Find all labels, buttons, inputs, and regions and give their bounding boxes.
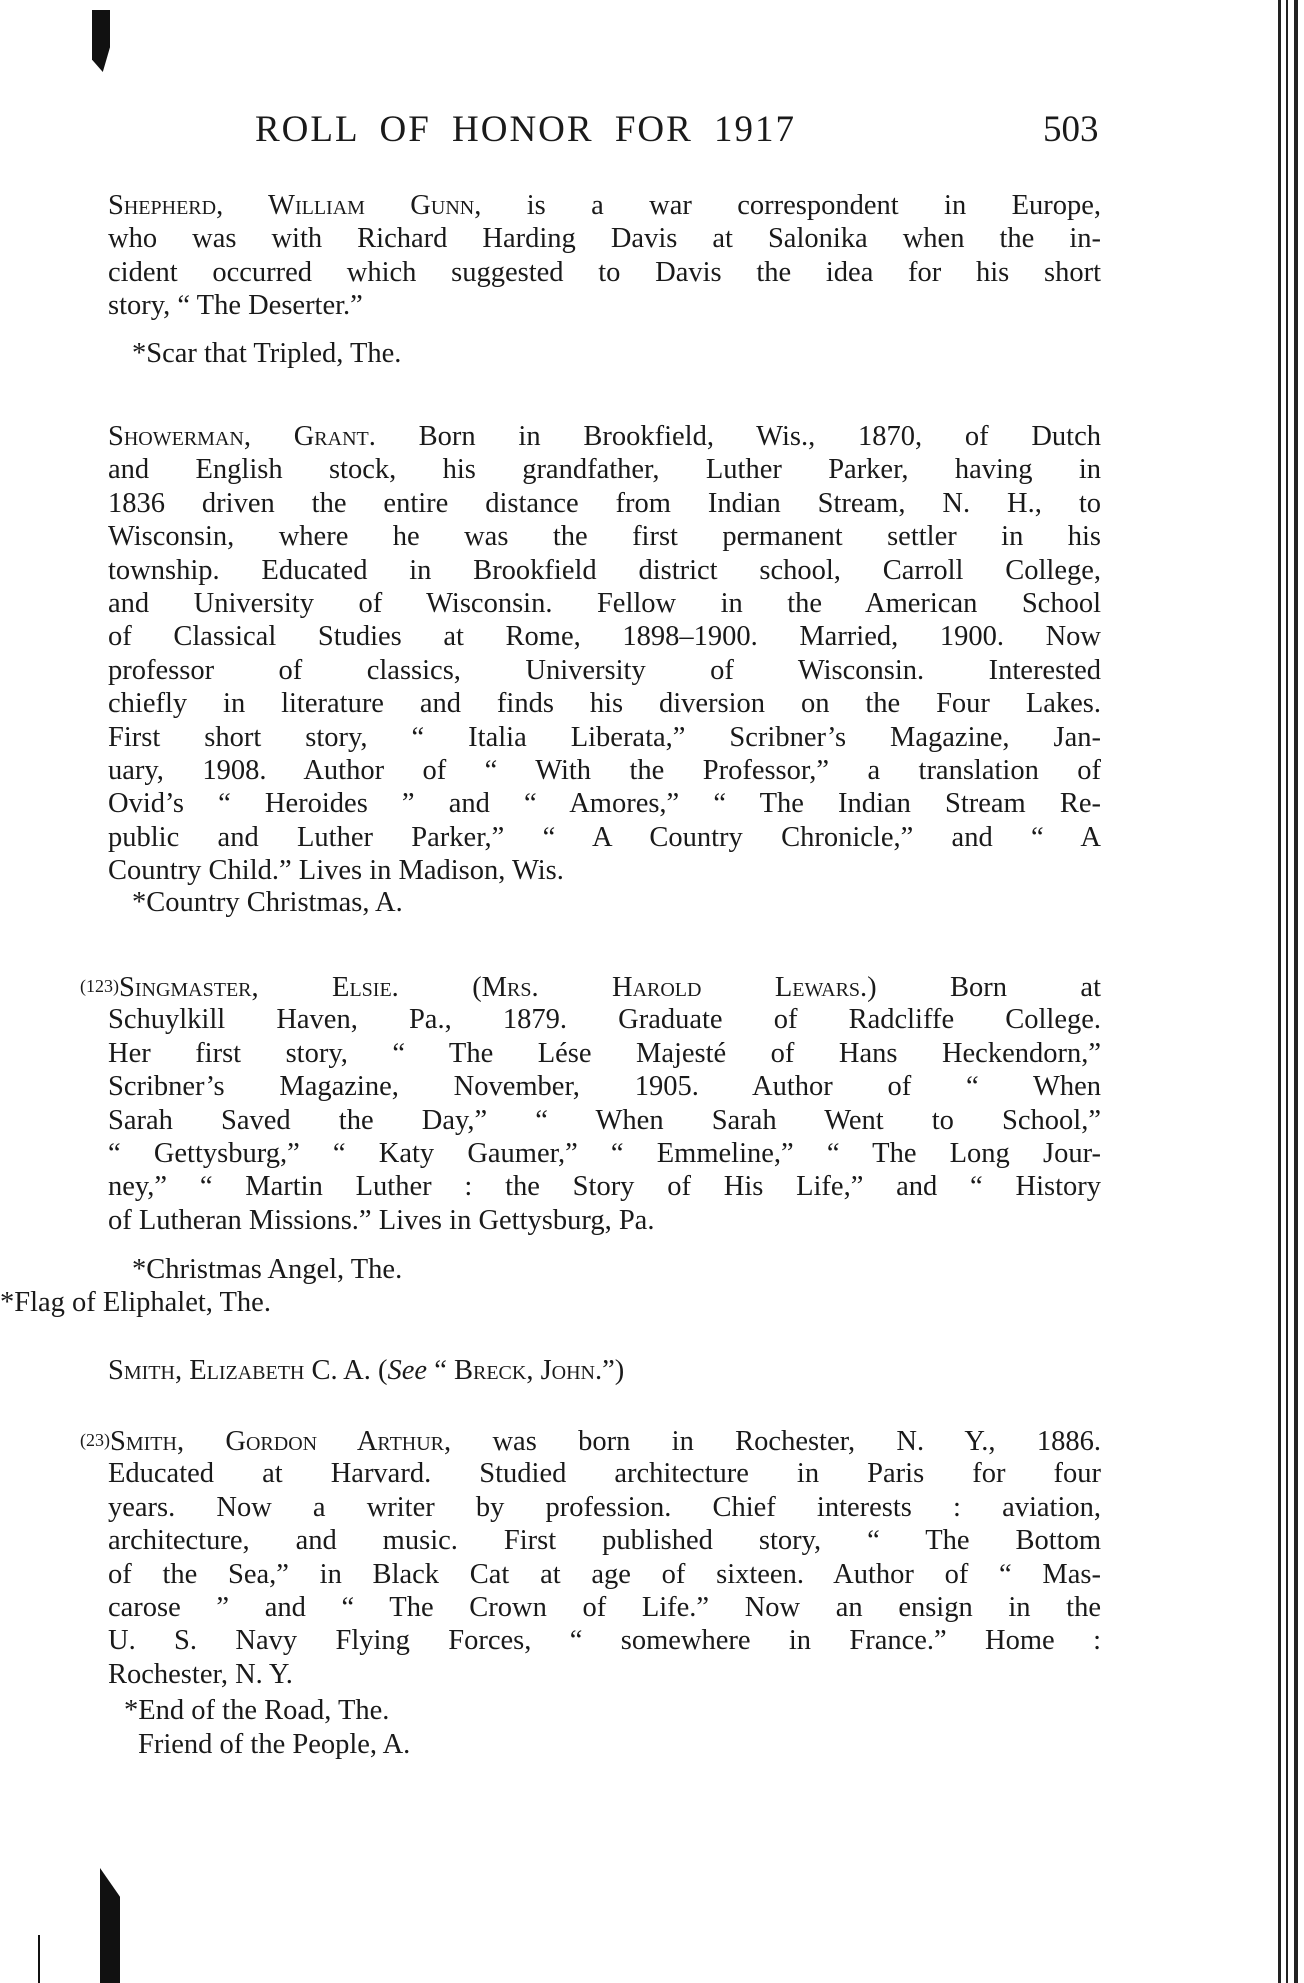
text-segment: of Classical Studies at Rome, 1898–1900. Married, 1900. Now — [108, 621, 1101, 653]
text-segment: township. Educated in Brookfield district school, Carroll College, — [108, 554, 1101, 586]
text-segment: public and Luther Parker,” “ A Country Chronicle,” and “ A — [108, 821, 1101, 853]
page-edge — [1286, 0, 1288, 1983]
text-segment: “ — [427, 1355, 454, 1386]
text-segment: ”) — [602, 1355, 625, 1386]
text-line — [108, 754, 1101, 787]
text-segment: Born at — [876, 972, 1101, 1003]
text-segment: years. Now a writer by profession. Chief interests : aviation, — [108, 1491, 1101, 1523]
scan-mark-top — [92, 10, 110, 72]
text-segment: “ Gettysburg,” “ Katy Gaumer,” “ Emmeline,” “ The Long Jour- — [108, 1137, 1101, 1169]
page-edge — [1278, 0, 1281, 1983]
text-line — [108, 1591, 1101, 1624]
text-line — [108, 1457, 1101, 1490]
text-segment: Born in Brookfield, Wis., 1870, of Dutch — [375, 421, 1101, 452]
biography-entry — [108, 1354, 1101, 1387]
text-line — [108, 1003, 1101, 1036]
text-segment: cident occurred which suggested to Davis the idea for his short — [108, 256, 1101, 288]
page-number: 503 — [1043, 109, 1099, 150]
work-title: *Flag of Eliphalet, The. — [0, 1287, 271, 1318]
text-line — [108, 1354, 1101, 1387]
author-name: Smith, Elizabeth C. A. — [108, 1355, 371, 1386]
author-name: Showerman, Grant. — [108, 421, 376, 452]
text-line — [108, 654, 1101, 687]
text-line — [80, 970, 1101, 1003]
text-segment: was born in Rochester, N. Y., 1886. — [451, 1426, 1101, 1457]
work-title: *Scar that Tripled, The. — [132, 338, 402, 369]
text-segment: Ovid’s “ Heroides ” and “ Amores,” “ The Indian Stream Re- — [108, 788, 1101, 820]
biography-entry — [80, 1424, 1101, 1691]
text-line — [108, 420, 1101, 453]
text-segment: uary, 1908. Author of “ With the Professor,” a translation of — [108, 754, 1101, 786]
text-line — [108, 587, 1101, 620]
text-segment: 1836 driven the entire distance from Indian Stream, N. H., to — [108, 487, 1101, 519]
author-name: Shepherd, William Gunn, — [108, 190, 482, 221]
running-header: ROLL OF HONOR FOR 1917 — [255, 109, 797, 150]
text-segment: First short story, “ Italia Liberata,” Scribner’s Magazine, Jan- — [108, 721, 1101, 753]
text-segment: and English stock, his grandfather, Luther Parker, having in — [108, 454, 1101, 486]
text-segment: U. S. Navy Flying Forces, “ somewhere in France.” Home : — [108, 1625, 1101, 1657]
work-title: *End of the Road, The. — [124, 1695, 390, 1726]
work-title: Friend of the People, A. — [138, 1729, 411, 1760]
text-segment: Rochester, N. Y. — [108, 1658, 293, 1690]
text-line — [108, 1204, 1101, 1237]
author-name: (Mrs. Harold Lewars.) — [472, 972, 877, 1003]
reference-number: (23) — [80, 1430, 110, 1450]
text-line — [108, 1524, 1101, 1557]
text-line — [108, 520, 1101, 553]
text-segment: Scribner’s Magazine, November, 1905. Author of “ When — [108, 1071, 1101, 1103]
text-segment: of the Sea,” in Black Cat at age of sixteen. Author of “ Mas- — [108, 1558, 1101, 1590]
text-line — [108, 1137, 1101, 1170]
page-edge — [1294, 0, 1298, 1983]
text-segment: ( — [370, 1355, 388, 1386]
text-segment: Wisconsin, where he was the first permanent settler in his — [108, 521, 1101, 553]
text-segment: who was with Richard Harding Davis at Salonika when the in- — [108, 223, 1101, 255]
text-line — [108, 487, 1101, 520]
scan-mark-bottom — [100, 1868, 120, 1983]
author-name: Smith, Gordon Arthur, — [110, 1426, 452, 1457]
text-line — [108, 554, 1101, 587]
text-segment: and University of Wisconsin. Fellow in the American School — [108, 587, 1101, 619]
text-segment: Sarah Saved the Day,” “ When Sarah Went to School,” — [108, 1104, 1101, 1136]
text-line — [108, 453, 1101, 486]
text-line — [108, 854, 1101, 887]
text-line — [108, 620, 1101, 653]
text-line — [108, 721, 1101, 754]
text-line — [108, 1037, 1101, 1070]
text-line — [108, 1558, 1101, 1591]
text-segment: of Lutheran Missions.” Lives in Gettysburg, Pa. — [108, 1204, 655, 1236]
biography-entry — [80, 970, 1101, 1237]
author-name: Singmaster, Elsie. — [119, 972, 399, 1003]
text-line — [108, 1104, 1101, 1137]
text-line — [108, 1624, 1101, 1657]
text-segment: architecture, and music. First published story, “ The Bottom — [108, 1525, 1101, 1557]
text-segment: Schuylkill Haven, Pa., 1879. Graduate of Radcliffe College. — [108, 1004, 1101, 1036]
text-segment: Country Child.” Lives in Madison, Wis. — [108, 855, 564, 887]
text-segment: ney,” “ Martin Luther : the Story of His Life,” and “ History — [108, 1171, 1101, 1203]
text-line — [108, 222, 1101, 255]
reference-number: (123) — [80, 976, 119, 996]
text-segment: is a war correspondent in Europe, — [481, 190, 1101, 221]
text-line — [108, 821, 1101, 854]
text-line — [108, 256, 1101, 289]
author-name: Breck, John. — [453, 1355, 603, 1386]
text-segment — [399, 972, 472, 1003]
text-line — [108, 787, 1101, 820]
biography-entry — [108, 420, 1101, 887]
work-title: *Christmas Angel, The. — [132, 1254, 403, 1285]
work-title: *Country Christmas, A. — [132, 887, 403, 918]
scan-mark-line — [38, 1935, 40, 1983]
text-line — [108, 289, 1101, 322]
text-segment: See — [387, 1355, 428, 1386]
text-segment: Educated at Harvard. Studied architecture in Paris for four — [108, 1458, 1101, 1490]
text-segment: Her first story, “ The Lése Majesté of Hans Heckendorn,” — [108, 1037, 1101, 1069]
text-line — [108, 1491, 1101, 1524]
text-segment: chiefly in literature and finds his diversion on the Four Lakes. — [108, 688, 1101, 720]
text-segment: carose ” and “ The Crown of Life.” Now an ensign in the — [108, 1591, 1101, 1623]
text-line — [108, 1070, 1101, 1103]
biography-entry — [108, 189, 1101, 323]
text-line — [108, 189, 1101, 222]
text-line — [108, 1170, 1101, 1203]
text-line — [108, 687, 1101, 720]
text-line — [108, 1658, 1101, 1691]
text-line — [80, 1424, 1101, 1457]
text-segment: professor of classics, University of Wisconsin. Interested — [108, 654, 1101, 686]
text-segment: story, “ The Deserter.” — [108, 290, 363, 322]
